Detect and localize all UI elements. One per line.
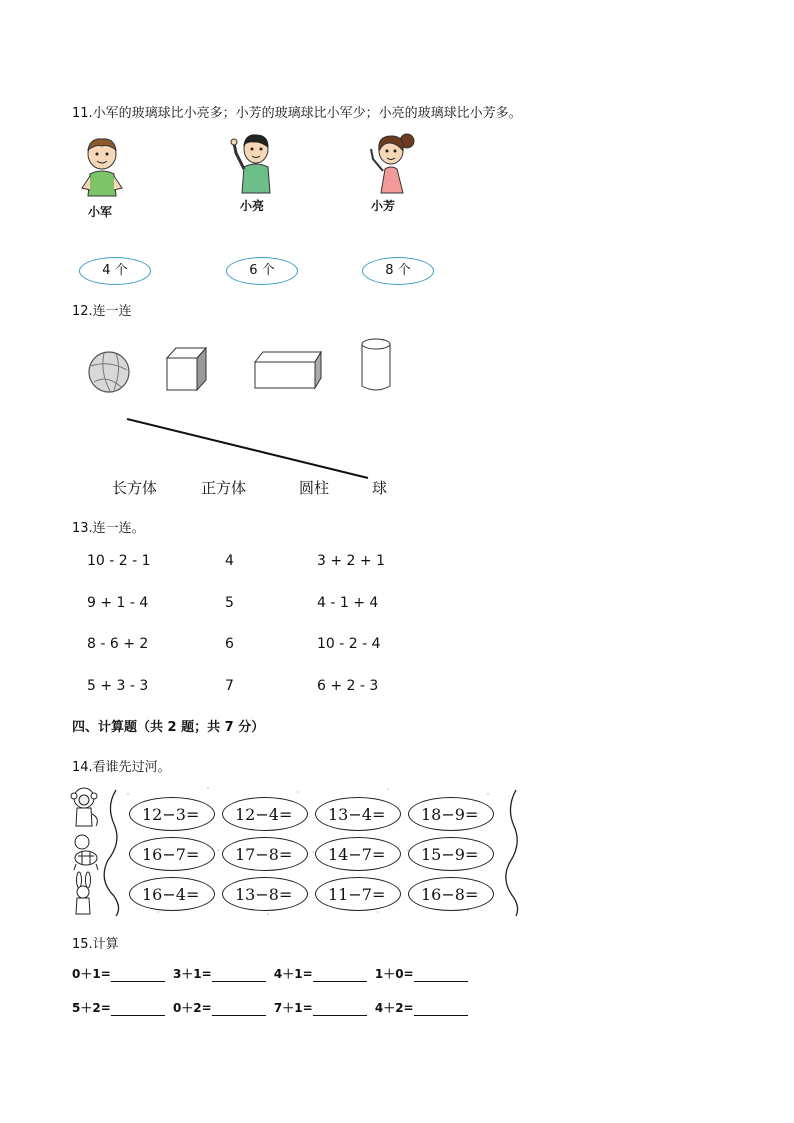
q12-shapes-illustration: [70, 330, 410, 500]
q13-title: 13.连一连。: [72, 521, 145, 536]
count-oval-8: 8 个: [362, 257, 434, 285]
river-problem-1-2: 12−4=: [222, 797, 308, 831]
q13-mid-1: 4: [225, 553, 234, 569]
q15-problem-2-3: 7＋1=: [273, 1001, 313, 1015]
river-problem-2-1: 16−7=: [129, 837, 215, 871]
river-problem-3-1: 16−4=: [129, 877, 215, 911]
q13-right-3: 10 - 2 - 4: [317, 636, 381, 652]
q13-right-4: 6 + 2 - 3: [317, 678, 379, 694]
kid-xiaoliang-illustration: [230, 131, 278, 195]
q11-title: 11.小军的玻璃球比小亮多；小芳的玻璃球比小军少；小亮的玻璃球比小芳多。: [72, 106, 522, 121]
q14-title: 14.看谁先过河。: [72, 760, 171, 775]
river-problem-3-2: 13−8=: [222, 877, 308, 911]
kid-xiaofang-illustration: [367, 131, 419, 195]
q13-left-1: 10 - 2 - 1: [87, 553, 151, 569]
q13-right-1: 3 + 2 + 1: [317, 553, 385, 569]
q15-problem-1-3: 4＋1=: [273, 967, 313, 981]
kid-name-xiaoliang: 小亮: [240, 199, 265, 213]
label-cuboid: 长方体: [112, 479, 158, 497]
answer-blank[interactable]: [313, 1003, 367, 1016]
q15-row-2: [72, 999, 472, 1016]
q13-mid-3: 6: [225, 636, 234, 652]
kid-xiaojun-illustration: [78, 136, 126, 200]
q15-problem-1-1: 0＋1=: [72, 967, 111, 981]
q12-title: 12.连一连: [72, 304, 132, 319]
q13-mid-4: 7: [225, 678, 234, 694]
turtle-icon: [74, 835, 98, 870]
river-problem-2-2: 17−8=: [222, 837, 308, 871]
cylinder-icon: [362, 339, 390, 390]
q13-mid-2: 5: [225, 595, 234, 611]
count-oval-6: 6 个: [226, 257, 298, 285]
answer-blank[interactable]: [111, 1003, 165, 1016]
answer-blank[interactable]: [313, 969, 367, 982]
river-problem-1-1: 12−3=: [129, 797, 215, 831]
q13-left-3: 8 - 6 + 2: [87, 636, 149, 652]
river-problem-2-3: 14−7=: [315, 837, 401, 871]
answer-blank[interactable]: [111, 969, 165, 982]
monkey-icon: [71, 788, 97, 826]
q15-problem-2-2: 0＋2=: [172, 1001, 212, 1015]
q15-problem-2-4: 4＋2=: [374, 1001, 414, 1015]
river-problem-1-3: 13−4=: [315, 797, 401, 831]
river-problem-3-4: 16−8=: [408, 877, 494, 911]
q13-left-2: 9 + 1 - 4: [87, 595, 149, 611]
answer-blank[interactable]: [212, 1003, 266, 1016]
cuboid-icon: [255, 352, 321, 388]
q15-title: 15.计算: [72, 937, 119, 952]
q15-problem-1-4: 1＋0=: [374, 967, 414, 981]
cube-icon: [167, 348, 206, 390]
section4-title: 四、计算题（共 2 题；共 7 分）: [72, 720, 265, 735]
answer-blank[interactable]: [414, 1003, 468, 1016]
label-sphere: 球: [372, 479, 388, 497]
q15-row-1: [72, 965, 472, 982]
answer-blank[interactable]: [212, 969, 266, 982]
river-problem-1-4: 18−9=: [408, 797, 494, 831]
kid-name-xiaofang: 小芳: [371, 199, 396, 213]
river-problem-2-4: 15−9=: [408, 837, 494, 871]
count-oval-4: 4 个: [79, 257, 151, 285]
ball-icon: [89, 352, 129, 392]
q13-right-2: 4 - 1 + 4: [317, 595, 379, 611]
answer-blank[interactable]: [414, 969, 468, 982]
kid-name-xiaojun: 小军: [88, 205, 113, 219]
q13-left-4: 5 + 3 - 3: [87, 678, 149, 694]
label-cube: 正方体: [201, 479, 247, 497]
rabbit-icon: [76, 872, 91, 914]
label-cylinder: 圆柱: [299, 479, 330, 497]
q15-problem-1-2: 3＋1=: [172, 967, 212, 981]
river-problem-3-3: 11−7=: [315, 877, 401, 911]
connect-line: [127, 419, 368, 478]
q15-problem-2-1: 5＋2=: [72, 1001, 111, 1015]
